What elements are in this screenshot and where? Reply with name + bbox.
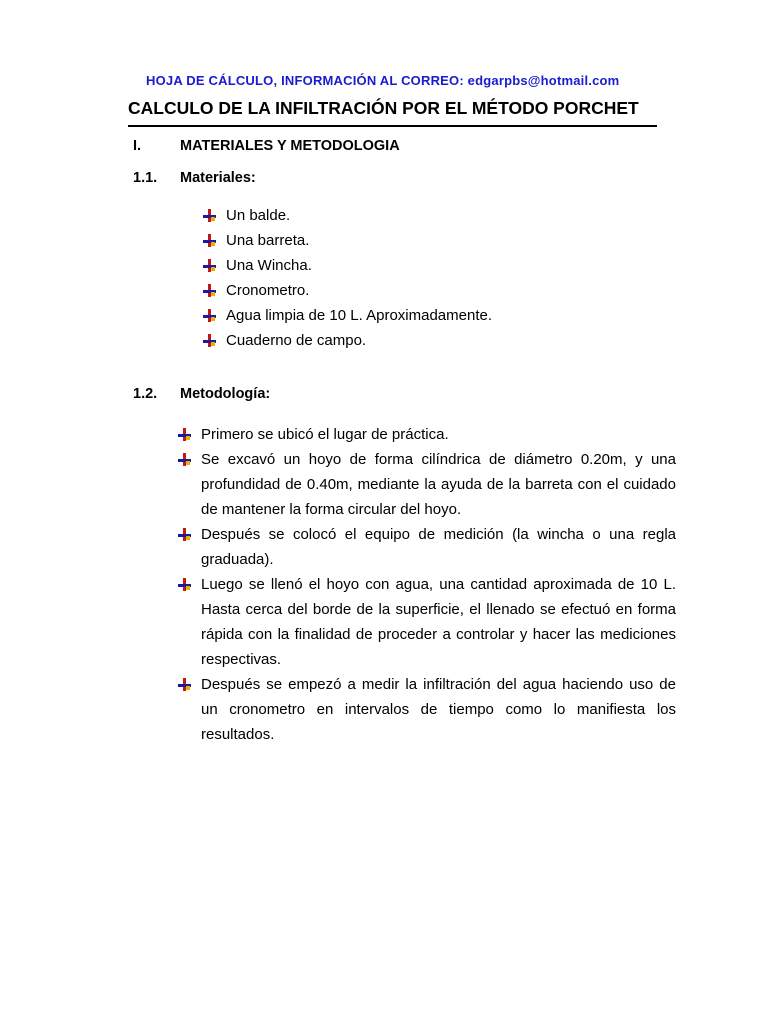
- list-item-text: Después se empezó a medir la infiltración del agua haciendo uso de un cronometro en intervalos de tiempo como lo manifiesta los resultados.: [201, 676, 676, 743]
- section-number: I.: [133, 138, 142, 154]
- colored-cross-bullet-icon: [178, 528, 191, 541]
- colored-cross-bullet-icon: [203, 209, 216, 222]
- list-item: [178, 447, 676, 522]
- list-item-text: Se excavó un hoyo de forma cilíndrica de diámetro 0.20m, y una profundidad de 0.40m, mediante la ayuda de la barreta con el cuidado de mantener la forma circular del hoyo.: [201, 451, 676, 518]
- list-item: [178, 672, 676, 747]
- subsection-number: 1.1.: [133, 170, 158, 186]
- colored-cross-bullet-icon: [203, 334, 216, 347]
- colored-cross-bullet-icon: [203, 259, 216, 272]
- subsection-number: 1.2.: [133, 386, 158, 402]
- colored-cross-bullet-icon: [203, 234, 216, 247]
- methodology-list: [178, 422, 676, 747]
- section-title: MATERIALES Y METODOLOGIA: [180, 138, 400, 154]
- list-item-text: Luego se llenó el hoyo con agua, una cantidad aproximada de 10 L. Hasta cerca del borde de la superficie, el llenado se efectuó en forma rápida con la finalidad de proceder a controlar y hacer las mediciones respectivas.: [201, 576, 676, 668]
- colored-cross-bullet-icon: [203, 309, 216, 322]
- subsection-title: Materiales:: [180, 170, 256, 186]
- list-item: [178, 422, 676, 447]
- list-item-text: Después se colocó el equipo de medición (la wincha o una regla graduada).: [201, 526, 676, 568]
- list-item: [178, 522, 676, 572]
- colored-cross-bullet-icon: [178, 428, 191, 441]
- list-item-text: Primero se ubicó el lugar de práctica.: [201, 426, 449, 443]
- colored-cross-bullet-icon: [203, 284, 216, 297]
- colored-cross-bullet-icon: [178, 453, 191, 466]
- document-title: CALCULO DE LA INFILTRACIÓN POR EL MÉTODO PORCHET: [128, 98, 657, 127]
- list-item-text: Cronometro.: [226, 282, 310, 299]
- list-item-text: Una barreta.: [226, 232, 310, 249]
- list-item-text: Cuaderno de campo.: [226, 332, 367, 349]
- colored-cross-bullet-icon: [178, 578, 191, 591]
- list-item-text: Agua limpia de 10 L. Aproximadamente.: [226, 307, 492, 324]
- contact-note: HOJA DE CÁLCULO, INFORMACIÓN AL CORREO: edgarpbs@hotmail.com: [146, 73, 620, 88]
- list-item-text: Un balde.: [226, 207, 291, 224]
- list-item: [178, 572, 676, 672]
- list-item-text: Una Wincha.: [226, 257, 312, 274]
- subsection-title: Metodología:: [180, 386, 271, 402]
- colored-cross-bullet-icon: [178, 678, 191, 691]
